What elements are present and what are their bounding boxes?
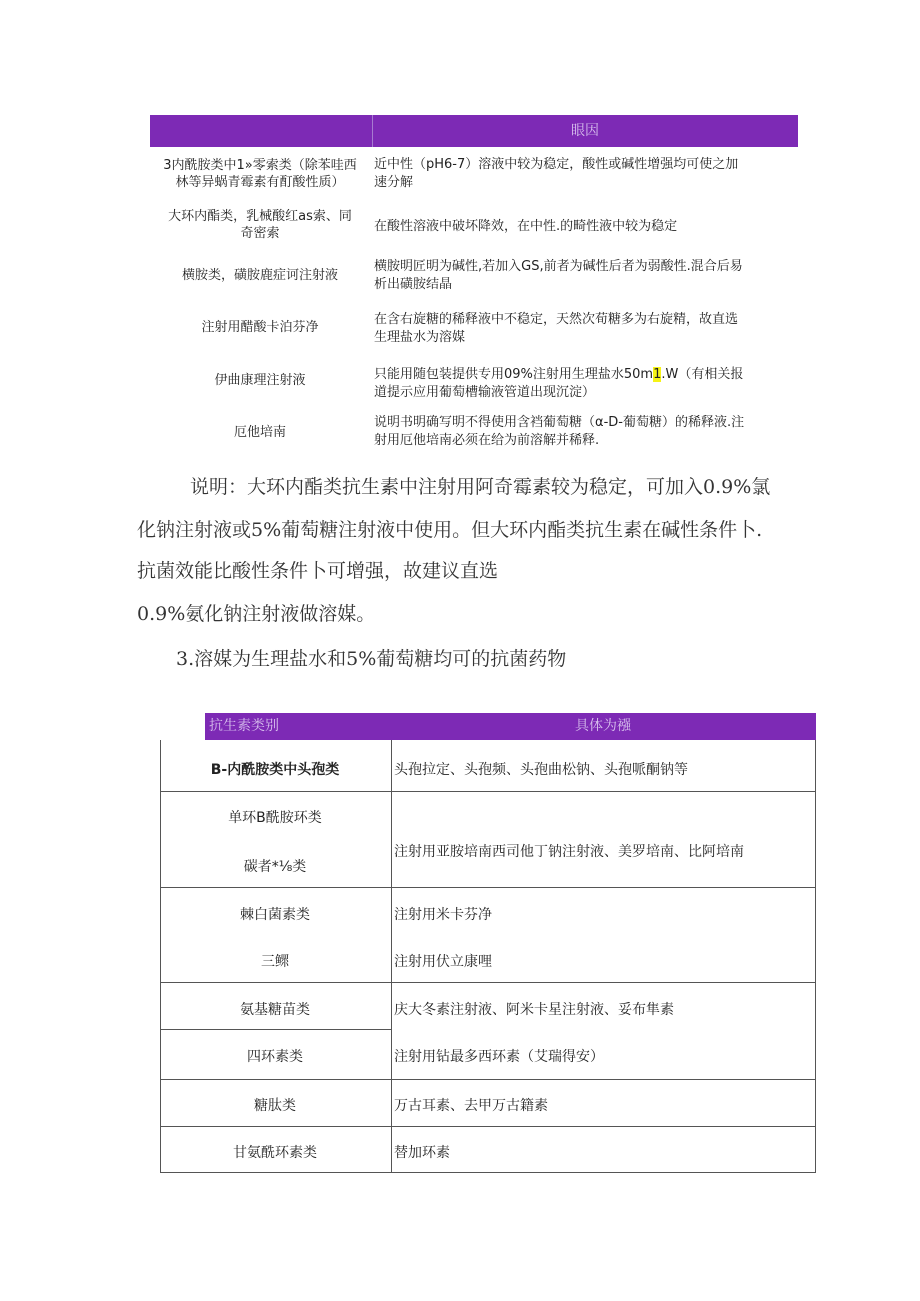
table-border <box>160 1172 816 1173</box>
table2-header <box>205 713 816 740</box>
desc-line: 说明书明确写明不得使用含裆葡萄糖（α-D-葡萄糖）的稀释液.注 <box>374 415 745 430</box>
table-row-category: 甘氨酰环素类 <box>233 1145 317 1161</box>
highlight-mark: 1 <box>653 367 662 382</box>
paragraph-line-3: 抗菌效能比酸性条件卜可增强，故建议直选 <box>137 560 499 582</box>
table1-row1-name <box>148 157 372 191</box>
table-row-category: 单环B酰胺环类 <box>228 810 322 826</box>
table1-row6-desc <box>374 414 814 450</box>
table-row-category: 糖肽类 <box>254 1098 296 1114</box>
table2-header-drugs: 具体为襁 <box>575 718 631 734</box>
desc-line: 速分解 <box>374 175 414 190</box>
table-row-category: 氨基糖苗类 <box>240 1002 310 1018</box>
table1-header <box>150 115 798 147</box>
name-line: 3内酰胺类中1»零索类（除苯哇西 <box>163 158 357 173</box>
category-text: B-内酰胺类中头孢类 <box>210 762 340 778</box>
table-row-drugs: 庆大冬素注射液、阿米卡星注射液、妥布隼素 <box>394 1002 674 1018</box>
table1-header-title: 眼因 <box>571 123 599 139</box>
table-row-drugs: 头孢拉定、头孢频、头孢曲松钠、头孢哌酮钠等 <box>394 762 688 778</box>
name-line: 奇密索 <box>240 226 280 241</box>
desc-line: 只能用随包装提供专用09%注射用生理盐水50m1.W（有相关报 <box>374 367 744 382</box>
table1-row5-desc <box>374 366 814 402</box>
table-row-category: 四环素类 <box>247 1049 303 1065</box>
table1-row2-name <box>148 208 372 242</box>
name-line: 横胺类，磺胺鹿症诃注射液 <box>181 268 338 283</box>
table-row-drugs: 替加环素 <box>394 1145 450 1161</box>
name-line: 注射用醋酸卡泊芬净 <box>201 320 319 335</box>
desc-line: 射用厄他培南必须在给为前溶解并稀释. <box>374 433 600 448</box>
desc-line: 近中性（pH6-7）溶液中较为稳定，酸性或碱性增强均可使之加 <box>374 157 739 172</box>
table-row-category <box>160 759 390 779</box>
table-row-drugs: 注射用伏立康哩 <box>394 954 492 970</box>
desc-line: 道提示应用葡萄槽输液管道出现沉淀） <box>374 385 596 400</box>
paragraph-line-1: 说明：大环内酯类抗生素中注射用阿奇霉素较为稳定，可加入0.9%氯 <box>190 476 771 498</box>
table-border <box>160 1079 816 1080</box>
table1-row2-desc <box>374 218 804 236</box>
table1-row5-name <box>148 372 372 389</box>
table-border <box>160 1029 392 1030</box>
paragraph-line-4: 0.9%氨化钠注射液做溶媒。 <box>137 603 376 625</box>
desc-line: 析出磺胺结晶 <box>374 277 453 292</box>
table1-row3-name <box>148 267 372 284</box>
table-border <box>391 740 392 1173</box>
table1-row3-desc <box>374 258 804 294</box>
paragraph-line-2: 化钠注射液或5%葡萄糖注射液中使用。但大环内酯类抗生素在碱性条件卜. <box>137 519 763 541</box>
name-line: 林等异蜗青霉素有酊酸性质） <box>175 175 345 190</box>
table-border <box>160 982 816 983</box>
table-row-category: 三鳏 <box>261 954 289 970</box>
desc-line: 在酸性溶液中破坏降效，在中性.的畸性液中较为稳定 <box>374 219 678 234</box>
desc-line: 生理盐水为溶媒 <box>374 330 466 345</box>
table-row-drugs: 注射用钻最多西环素（艾瑞得安） <box>394 1049 604 1065</box>
table-row-drugs: 注射用米卡芬净 <box>394 907 492 923</box>
table1-row1-desc <box>374 156 804 192</box>
table-row-category: 碳者*⅛类 <box>243 859 307 875</box>
table-border <box>160 791 816 792</box>
table-border <box>160 1126 816 1127</box>
table-row-drugs: 万古耳素、去甲万古籍素 <box>394 1098 548 1114</box>
table-border <box>815 740 816 1173</box>
desc-line: 在含右旋糖的稀释液中不稳定，天然次荀糖多为右旋精，故直选 <box>374 312 739 327</box>
name-line: 大环内酯类，乳械酸红as索、同 <box>168 209 352 224</box>
desc-line: 横胺明匠明为碱性,若加入GS,前者为碱性后者为弱酸性.混合后易 <box>374 259 743 274</box>
section-heading: 3.溶媒为生理盐水和5%葡萄糖均可的抗菌药物 <box>176 648 567 670</box>
table1-row4-name <box>148 319 372 336</box>
name-line: 厄他培南 <box>233 425 286 440</box>
name-line: 伊曲康理注射液 <box>214 373 306 388</box>
table-row-drugs: 注射用亚胺培南西司他丁钠注射液、美罗培南、比阿培南 <box>394 844 744 860</box>
table2-header-category: 抗生素类别 <box>209 718 279 734</box>
table-row-category: 棘白菌素类 <box>240 907 310 923</box>
table1-row6-name <box>148 424 372 441</box>
table-border <box>160 887 816 888</box>
table1-row4-desc <box>374 311 804 347</box>
table2-body <box>160 740 815 1173</box>
